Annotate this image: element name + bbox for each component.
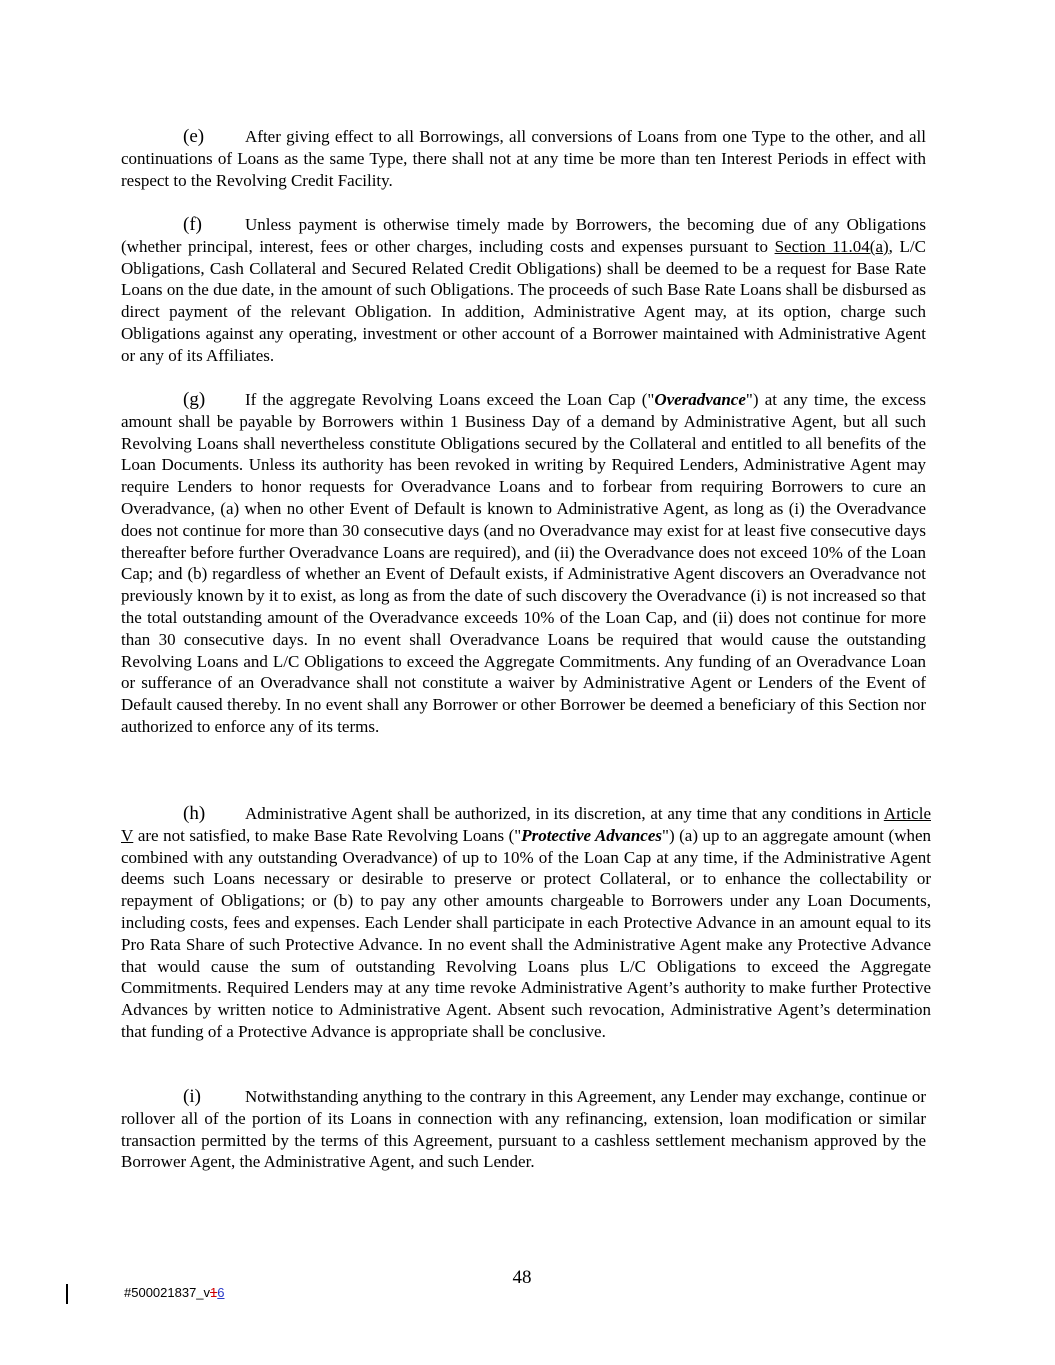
paragraph-text: are not satisfied, to make Base Rate Revolving Loans (" <box>133 825 522 845</box>
paragraph-h <box>121 803 931 1043</box>
revision-change-bar <box>66 1284 68 1304</box>
paragraph-g <box>121 389 926 738</box>
defined-term: Protective Advances <box>521 825 663 845</box>
paragraph-text: Unless payment is otherwise timely made by Borrowers, the becoming due of any Obligations (whether principal, interest, fees or other charges, including costs and expenses pursuant to <box>121 215 926 256</box>
paragraph-number: (h) <box>183 803 206 824</box>
page-number: 48 <box>512 1267 532 1288</box>
article-reference: Article V <box>121 804 931 845</box>
paragraph-number: (g) <box>183 389 206 410</box>
paragraph-text: ") at any time, the excess amount shall be payable by Borrowers within 1 Business Day of a demand by Administrative Agent, but all such Revolving Loans shall nevertheless constitute Obligations secured by the Collateral and entitled to all benefits of the Loan Documents. Unless its authority has been revoked in writing by Required Lenders, Administrative Agent may require Lenders to honor requests for Overadvance Loans and to forbear from requiring Borrowers to cure an Overadvance, (a) when no other Event of Default is known to Administrative Agent, as long as (i) the Overadvance does not continue for more than 30 consecutive days (and no Overadvance may exist for at least five consecutive days thereafter before further Overadvance Loans are required), and (ii) the Overadvance does not exceed 10% of the Loan Cap; and (b) regardless of whether an Event of Default exists, if Administrative Agent discovers an Overadvance not previously known by it to exist, as long as from the date of such discovery the Overadvance (i) is not increased so that the total outstanding amount of the Overadvance exceeds 10% of the Loan Cap, and (ii) does not continue for more than 30 consecutive days. In no event shall Overadvance Loans be required that would cause the outstanding Revolving Loans and L/C Obligations to exceed the Aggregate Commitments. Any funding of an Overadvance Loan or sufferance of an Overadvance shall not constitute a waiver by Administrative Agent or Lenders of the Event of Default caused thereby. In no event shall any Borrower or other Borrower be deemed a beneficiary of this Section nor authorized to enforce any of its terms. <box>121 390 926 736</box>
defined-term: Overadvance <box>654 390 746 409</box>
paragraph-f <box>121 214 926 367</box>
paragraph-e <box>121 126 926 191</box>
section-reference: Section 11.04(a) <box>774 236 889 256</box>
paragraph-i <box>121 1086 926 1173</box>
paragraph-text: Administrative Agent shall be authorized, in its discretion, at any time that any conditions in <box>245 804 884 823</box>
paragraph-text: , L/C Obligations, Cash Collateral and Secured Related Credit Obligations) shall be deemed to be a request for Base Rate Loans on the due date, in the amount of such Obligations. The proceeds of such Base Rate Loans shall be disbursed as direct payment of the relevant Obligation. In addition, Administrative Agent may, at its option, charge such Obligations against any operating, investment or other account of a Borrower maintained with Administrative Agent or any of its Affiliates. <box>121 236 926 365</box>
paragraph-text: After giving effect to all Borrowings, all conversions of Loans from one Type to the other, and all continuations of Loans as the same Type, there shall not at any time be more than ten Interest Periods in effect with respect to the Revolving Credit Facility. <box>121 127 926 190</box>
document-id <box>124 1285 225 1300</box>
paragraph-number: (f) <box>183 214 202 235</box>
inserted-version: 6 <box>217 1285 225 1300</box>
paragraph-text: Notwithstanding anything to the contrary in this Agreement, any Lender may exchange, continue or rollover all of the portion of its Loans in connection with any refinancing, extension, loan modification or similar transaction permitted by the terms of this Agreement, pursuant to a cashless settlement mechanism approved by the Borrower Agent, the Administrative Agent, and such Lender. <box>121 1087 926 1172</box>
paragraph-text: If the aggregate Revolving Loans exceed the Loan Cap (" <box>245 390 655 409</box>
paragraph-number: (e) <box>183 126 205 147</box>
document-id-prefix: #500021837_v <box>124 1285 211 1300</box>
paragraph-text: ") (a) up to an aggregate amount (when combined with any outstanding Overadvance) of up to 10% of the Loan Cap at any time, if the Administrative Agent deems such Loans necessary or desirable to preserve or protect Collateral, or to enhance the collectability or repayment of Obligations; or (b) to pay any other amounts chargeable to Borrowers under any Loan Documents, including costs, fees and expenses. Each Lender shall participate in each Protective Advance in an amount equal to its Pro Rata Share of such Protective Advance. In no event shall the Administrative Agent make any Protective Advance that would cause the sum of outstanding Revolving Loans plus L/C Obligations to exceed the Aggregate Commitments. Required Lenders may at any time revoke Administrative Agent’s authority to make further Protective Advances by written notice to Administrative Agent. Absent such revocation, Administrative Agent’s determination that funding of a Protective Advance is appropriate shall be conclusive. <box>121 825 932 1041</box>
deleted-version: 1 <box>210 1285 218 1300</box>
paragraph-number: (i) <box>183 1086 201 1107</box>
